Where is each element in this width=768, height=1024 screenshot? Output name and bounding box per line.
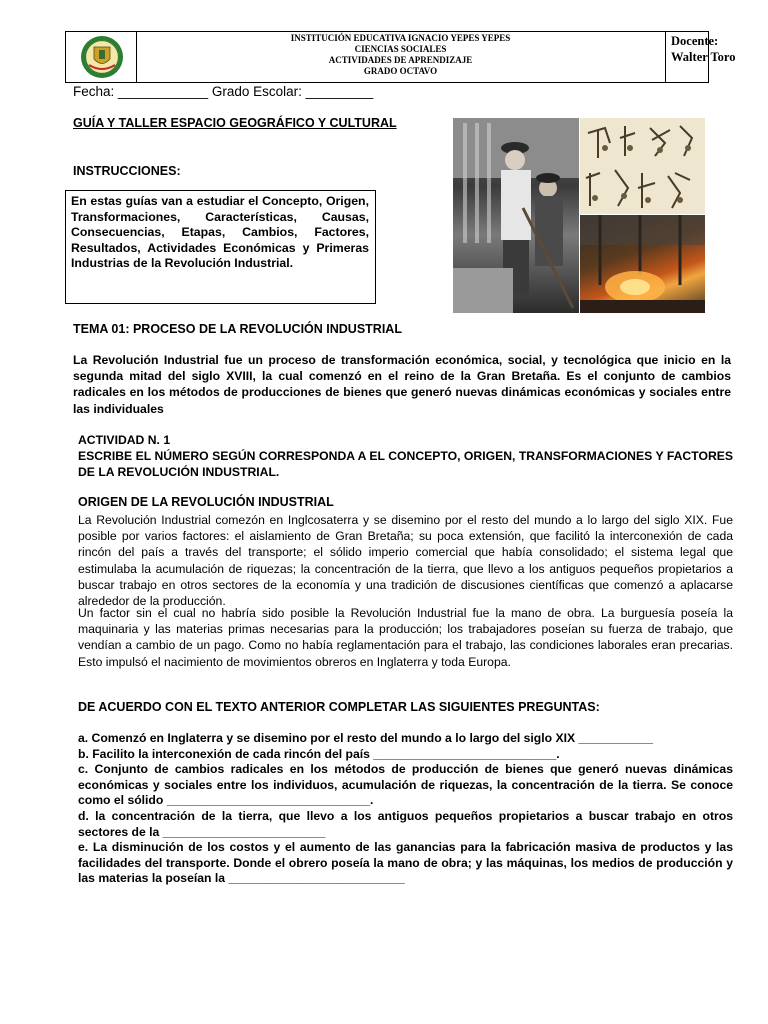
activity-instruction: ESCRIBE EL NÚMERO SEGÚN CORRESPONDA A EL CONCEPTO, ORIGEN, TRANSFORMACIONES Y FACTORES DE LA REVOLUCIÓN INDUSTRIAL. <box>78 449 733 480</box>
intro-paragraph: La Revolución Industrial fue un proceso de transformación económica, social, y tecnológica que inicio en la segunda mitad del siglo XVIII, la cual comenzó en el reino de la Gran Bretaña. Es el conjunto de cambios radicales en los métodos de producciones de bienes que generó nuevas dinámicas económicas y sociales entre las individuales <box>73 353 731 416</box>
logo-cell <box>66 32 137 82</box>
activity-block <box>78 432 733 481</box>
question-e: e. La disminución de los costos y el aumento de las ganancias para la fabricación masiva de productos y las facilidades del transporte. Donde el obrero poseía la mano de obra; y las máquinas, los medios de producción y las materias la poseían la __________________________ <box>78 840 733 886</box>
steel-mill-photo <box>580 215 705 313</box>
question-a: a. Comenzó en Inglaterra y se disemino por el resto del mundo a lo largo del siglo XIX ___________ <box>78 731 654 745</box>
institution-cell <box>136 32 666 82</box>
industrial-revolution-photos <box>453 118 705 313</box>
questions-list <box>78 731 733 887</box>
origin-paragraph: La Revolución Industrial comezón en Inglcosaterra y se disemino por el resto del mundo a lo largo del siglo XIX. Fue posible por varios factores: el aislamiento de Gran Bretaña; su poca extensión, que facilitó la interconexión de cada rincón del país a través del transporte; el sólido imperio comercial que había consolidado; el sistema legal que estimulaba la acumulación de riquezas; la concentración de la tierra, que llevo a los antiguos pequeños propietarios a buscar trabajo en otros sectores de la economía y una tradición de discusiones científicas que comenzó a aplacarse alrededor de la producción. <box>78 513 733 609</box>
teacher-cell <box>666 32 768 82</box>
header-table <box>65 31 736 83</box>
activities-label: ACTIVIDADES DE APRENDIZAJE <box>328 55 473 65</box>
institution-name: INSTITUCIÓN EDUCATIVA IGNACIO YEPES YEPES <box>290 33 511 43</box>
question-b: b. Facilito la interconexión de cada rincón del país ___________________________. <box>78 746 560 761</box>
instructions-box <box>65 190 376 304</box>
teacher-label: Docente: <box>671 34 719 48</box>
machinery-illustration <box>580 118 705 214</box>
school-crest-icon <box>80 35 124 79</box>
labor-factor-paragraph: Un factor sin el cual no habría sido posible la Revolución Industrial fue la mano de obra. La burguesía poseía la maquinaria y las materias primas necesarias para la producción; los trabajadores poseían su fuerza de trabajo, que vendían a cambio de un pago. Como no había reglamentación para el trabajo, las condiciones laborales eran precarias. Esto impulsó el nacimiento de movimientos obreros en Inglaterra y toda Europa. <box>78 606 733 669</box>
date-grade-line: Fecha: ____________ Grado Escolar: _________ <box>73 84 374 99</box>
guide-title: GUÍA Y TALLER ESPACIO GEOGRÁFICO Y CULTURAL <box>73 116 397 130</box>
grade-label: GRADO OCTAVO <box>363 66 438 76</box>
question-c: c. Conjunto de cambios radicales en los métodos de producción de bienes que generó nuevas dinámicas económicas y sociales entre los individuos, acumulación de riquezas, la concentración de la tierra. Se conoce como el sólido ______________________________. <box>78 762 733 808</box>
topic-heading: TEMA 01: PROCESO DE LA REVOLUCIÓN INDUSTRIAL <box>73 322 402 336</box>
child-workers-photo <box>453 118 579 313</box>
activity-number: ACTIVIDAD N. 1 <box>78 433 171 447</box>
teacher-name: Walter Toro <box>671 50 736 64</box>
origin-heading: ORIGEN DE LA REVOLUCIÓN INDUSTRIAL <box>78 495 334 509</box>
instructions-text: En estas guías van a estudiar el Concepto, Origen, Transformaciones, Características, Causas, Consecuencias, Etapas, Cambios, Factores, Resultados, Actividades Económicas y Primeras Industrias de la Revolución Industrial. <box>71 194 369 271</box>
questions-heading: DE ACUERDO CON EL TEXTO ANTERIOR COMPLETAR LAS SIGUIENTES PREGUNTAS: <box>78 700 600 714</box>
instructions-heading: INSTRUCCIONES: <box>73 164 181 178</box>
question-d: d. la concentración de la tierra, que llevo a los antiguos pequeños propietarios a buscar trabajo en otros sectores de la ________________________ <box>78 808 733 839</box>
subject-name: CIENCIAS SOCIALES <box>354 44 447 54</box>
